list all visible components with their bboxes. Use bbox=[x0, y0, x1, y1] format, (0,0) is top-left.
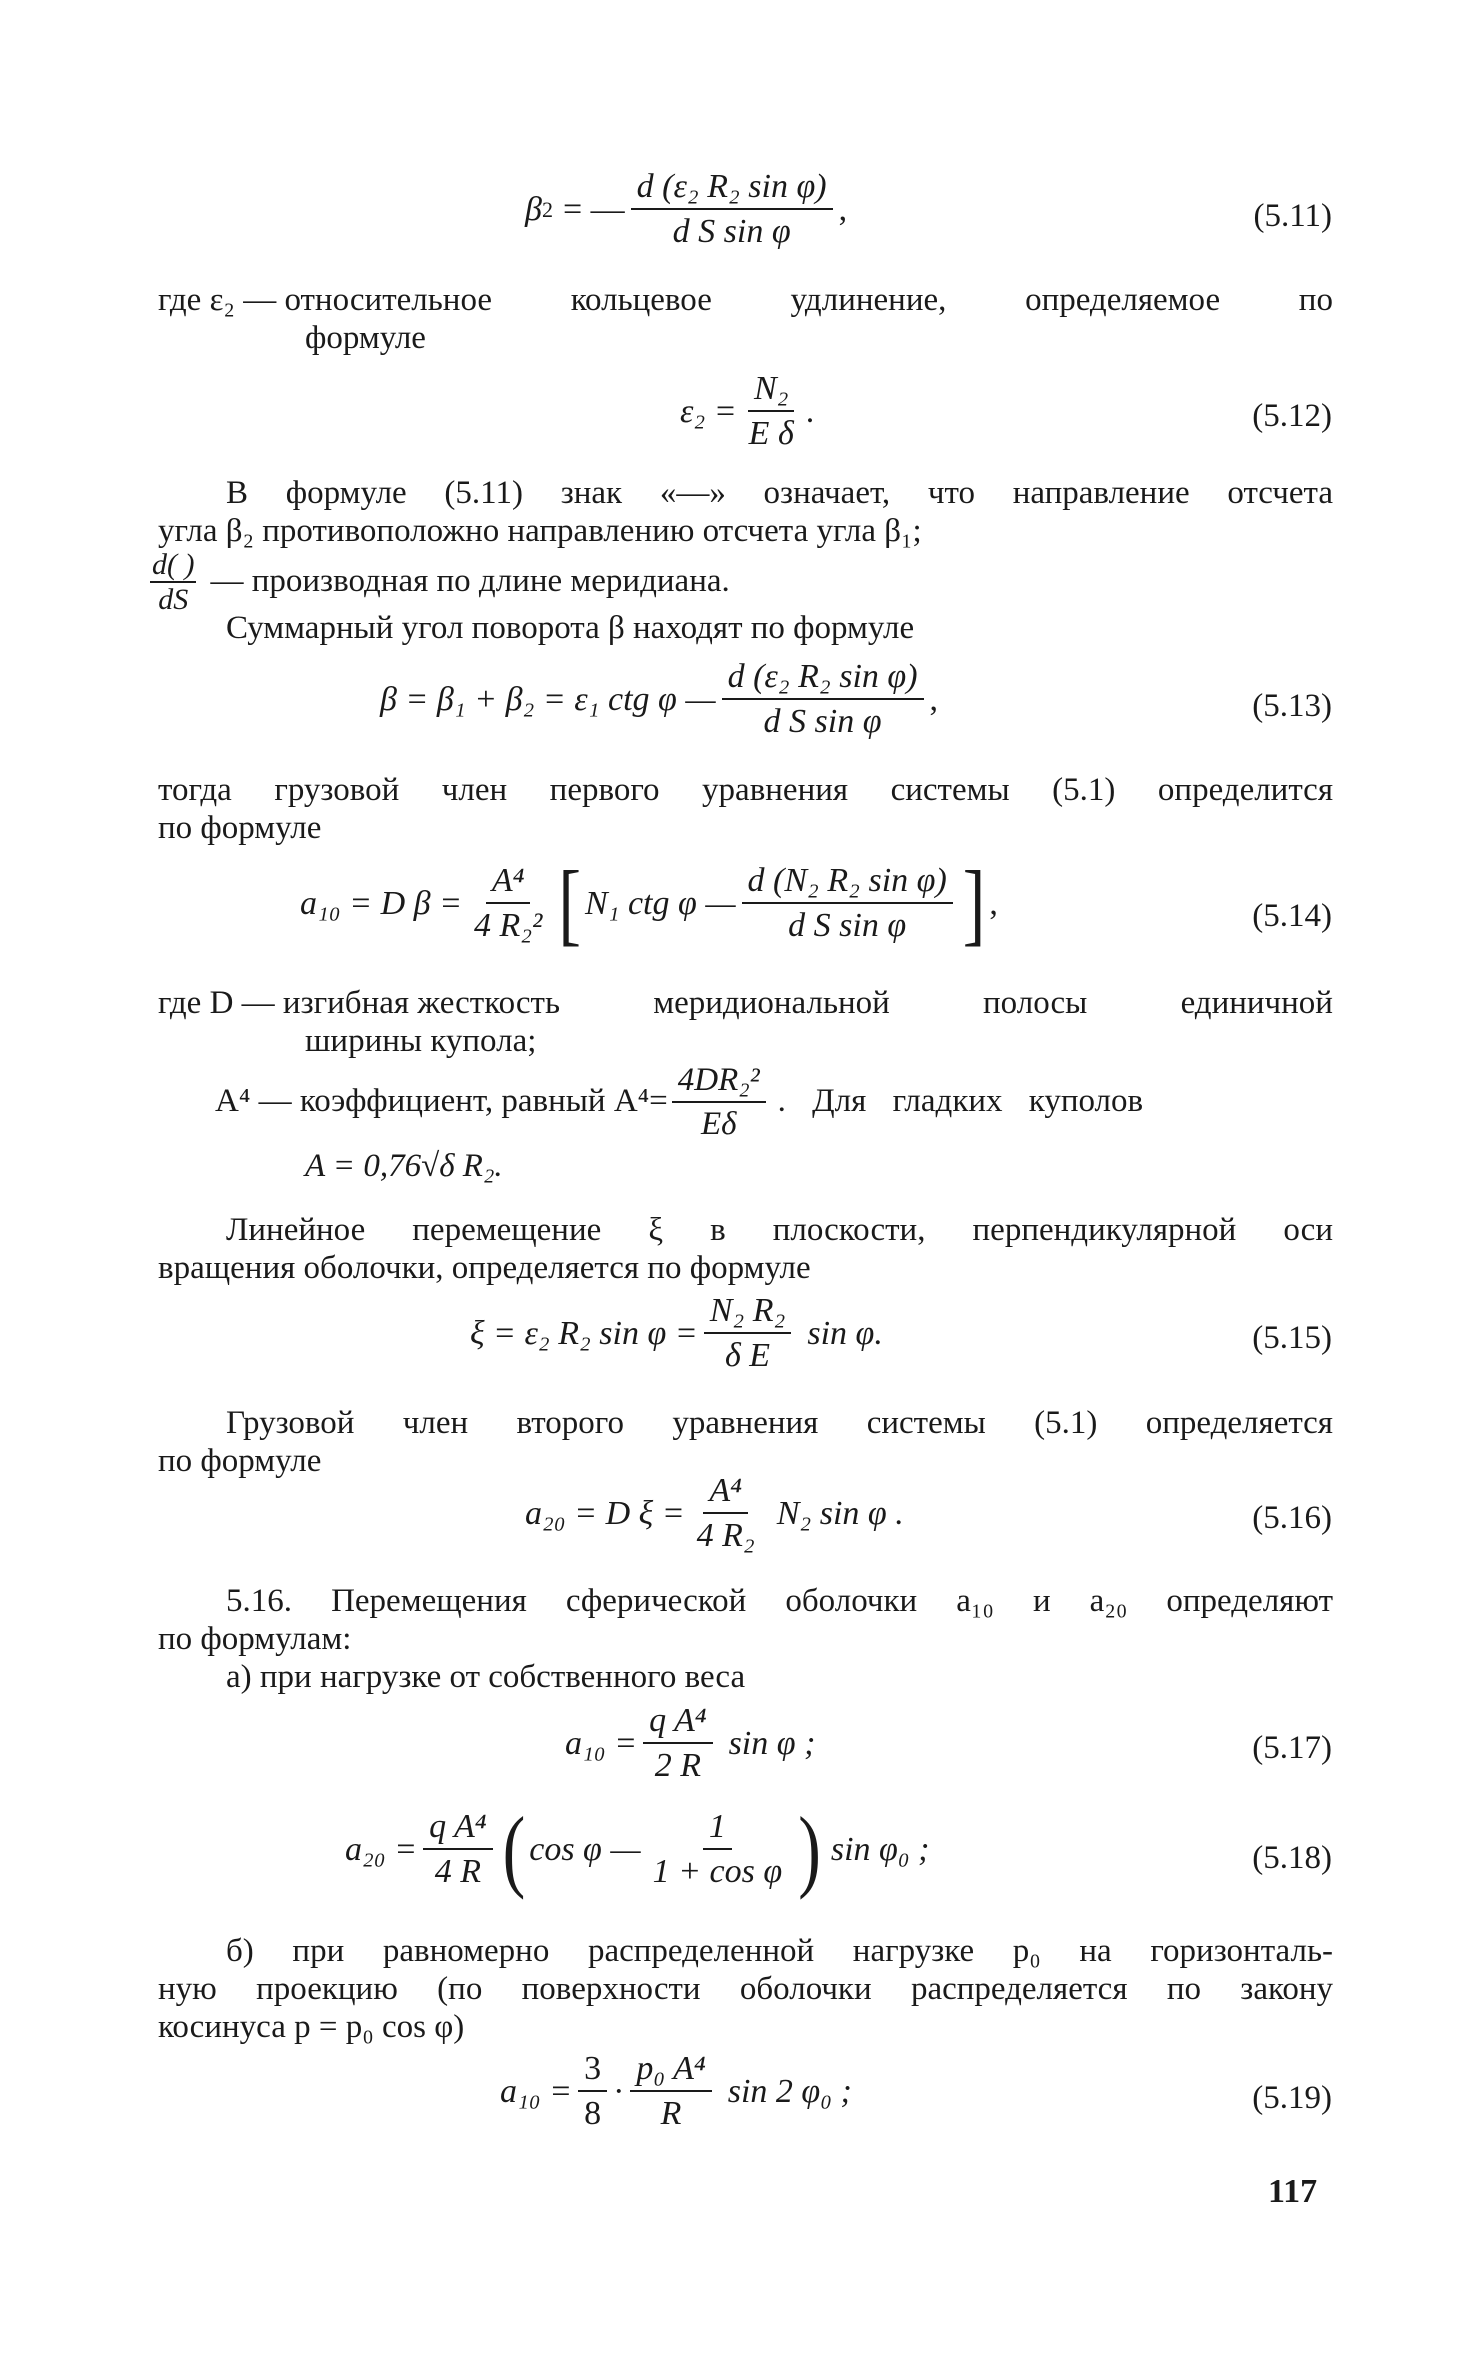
fraction-denominator: d S sin φ bbox=[788, 907, 907, 945]
eq-tail: , bbox=[989, 884, 998, 922]
fraction bbox=[647, 1808, 789, 1891]
fraction bbox=[631, 168, 833, 251]
fraction bbox=[743, 370, 800, 453]
paragraph-line: В формуле (5.11) знак «—» означает, что направление отсчета bbox=[226, 475, 1333, 511]
eq-tail: . bbox=[805, 392, 815, 430]
eq-lhs: a₁₀ = D β = bbox=[300, 884, 463, 922]
equation-5-19 bbox=[500, 2050, 852, 2133]
equation-5-12 bbox=[680, 370, 814, 453]
text-span: единичной bbox=[1180, 985, 1333, 1021]
fraction-denominator: Eδ bbox=[700, 1106, 737, 1143]
fraction bbox=[722, 658, 924, 741]
equation-number: (5.18) bbox=[1252, 1840, 1332, 1876]
text-span: A⁴ — коэффициент, равный A⁴= bbox=[215, 1083, 668, 1120]
section-5-16-heading: 5.16. Перемещения сферической оболочки a₁₀ и a₂₀ определяют bbox=[226, 1583, 1333, 1619]
equation-5-15 bbox=[470, 1292, 883, 1375]
fraction-numerator: N₂ bbox=[748, 370, 795, 412]
paragraph-line: по формулам: bbox=[158, 1621, 352, 1657]
fraction bbox=[578, 2050, 607, 2133]
eq-tail: sin φ ; bbox=[728, 1724, 816, 1762]
fraction bbox=[742, 862, 953, 945]
derivative-operator bbox=[150, 548, 196, 616]
equation-number: (5.11) bbox=[1253, 198, 1332, 234]
text-span: кольцевое bbox=[570, 282, 712, 318]
eq-inner: N₁ ctg φ — bbox=[584, 884, 736, 922]
eq-lhs: ε₂ = bbox=[680, 392, 737, 430]
list-item-b: б) при равномерно распределенной нагрузке p₀ на горизонталь- bbox=[226, 1933, 1333, 1969]
equation-5-13 bbox=[380, 658, 938, 741]
definition-D bbox=[158, 985, 1333, 1023]
fraction bbox=[423, 1808, 492, 1891]
fraction-denominator: R bbox=[660, 2095, 682, 2133]
definition-A4 bbox=[215, 1062, 1143, 1143]
equation-number: (5.17) bbox=[1252, 1730, 1332, 1766]
eq-lhs: β = β₁ + β₂ = ε₁ ctg φ — bbox=[380, 680, 716, 718]
fraction-denominator: 4 R bbox=[434, 1853, 481, 1891]
fraction-denominator: 8 bbox=[584, 2095, 602, 2133]
paragraph-line: косинуса p = p₀ cos φ) bbox=[158, 2009, 465, 2045]
equation-number: (5.14) bbox=[1252, 898, 1332, 934]
bracket-open: [ bbox=[558, 852, 581, 955]
eq-tail: sin 2 φ₀ ; bbox=[727, 2072, 852, 2110]
paragraph-line: угла β₂ противоположно направлению отсчета угла β₁; bbox=[158, 513, 922, 549]
paragraph-line: ную проекцию (по поверхности оболочки распределяется по закону bbox=[158, 1971, 1333, 2007]
eq-tail: , bbox=[929, 680, 939, 718]
paren-close: ) bbox=[798, 1798, 821, 1901]
fraction-numerator: 4DR₂² bbox=[672, 1062, 766, 1103]
equation-number: (5.19) bbox=[1252, 2080, 1332, 2116]
bracket-close: ] bbox=[962, 852, 986, 955]
eq-lhs: a₁₀ = bbox=[565, 1724, 638, 1762]
equation-5-16 bbox=[525, 1472, 904, 1555]
eq-tail: sin φ. bbox=[807, 1314, 883, 1352]
text-span: где D — изгибная жесткость bbox=[158, 985, 561, 1021]
text-line: формуле bbox=[305, 320, 426, 356]
equation-number: (5.15) bbox=[1252, 1320, 1332, 1356]
fraction bbox=[691, 1472, 761, 1555]
fraction-numerator: d (N₂ R₂ sin φ) bbox=[742, 862, 953, 904]
text-span: — производная по длине меридиана. bbox=[210, 563, 730, 600]
equation-5-17 bbox=[565, 1702, 815, 1785]
text-span: по bbox=[1298, 282, 1333, 318]
fraction bbox=[704, 1292, 792, 1375]
paragraph-line: по формуле bbox=[158, 810, 322, 846]
eq-relation: = — bbox=[562, 190, 625, 228]
page-number: 117 bbox=[1268, 2173, 1318, 2210]
eq-lhs: a₂₀ = bbox=[345, 1830, 418, 1868]
text-span: определяемое bbox=[1025, 282, 1221, 318]
equation-5-18 bbox=[345, 1798, 930, 1901]
fraction-denominator: E δ bbox=[748, 415, 794, 453]
fraction-numerator: N₂ R₂ bbox=[704, 1292, 792, 1334]
text-line: ширины купола; bbox=[305, 1023, 537, 1059]
paragraph-line: Линейное перемещение ξ в плоскости, перпендикулярной оси bbox=[226, 1212, 1333, 1248]
eq-tail: , bbox=[838, 190, 848, 228]
multiply-dot: · bbox=[613, 2072, 625, 2110]
equation-5-14 bbox=[300, 852, 998, 955]
fraction bbox=[672, 1062, 766, 1143]
text-span: . Для гладких куполов bbox=[777, 1083, 1144, 1120]
eq-lhs: ξ = ε₂ R₂ sin φ = bbox=[470, 1314, 698, 1352]
fraction-numerator: q A⁴ bbox=[643, 1702, 712, 1744]
equation-5-11: β 2 = — $\frac{\text{d (ε₂ R₂ sin φ)}}{\text{d S sin φ}}$ , bbox=[525, 168, 848, 251]
fraction-numerator: 1 bbox=[703, 1808, 732, 1850]
fraction bbox=[468, 862, 548, 945]
equation-number: (5.13) bbox=[1252, 688, 1332, 724]
formula-line: A = 0,76√δ R₂. bbox=[305, 1148, 503, 1184]
paragraph-line: Суммарный угол поворота β находят по формуле bbox=[226, 610, 915, 646]
fraction-numerator: p₀ A⁴ bbox=[630, 2050, 711, 2092]
fraction-denominator: 1 + cos φ bbox=[652, 1853, 783, 1891]
equation-number: (5.12) bbox=[1252, 398, 1332, 434]
eq-tail: sin φ₀ ; bbox=[830, 1830, 930, 1868]
eq-lhs: a₂₀ = D ξ = bbox=[525, 1494, 685, 1532]
fraction-denominator: d S sin φ bbox=[763, 703, 882, 741]
fraction bbox=[643, 1702, 712, 1785]
eq-lhs: β bbox=[525, 190, 542, 228]
fraction-numerator: A⁴ bbox=[486, 862, 531, 904]
eq-tail: N₂ sin φ . bbox=[776, 1494, 904, 1532]
eq-inner: cos φ — bbox=[529, 1830, 641, 1868]
paren-open: ( bbox=[502, 1798, 526, 1901]
fraction-numerator: d (ε₂ R₂ sin φ) bbox=[631, 168, 833, 210]
definition-eps2 bbox=[158, 282, 1333, 320]
equation-number: (5.16) bbox=[1252, 1500, 1332, 1536]
fraction-denominator: 2 R bbox=[654, 1747, 701, 1785]
text-span: удлинение, bbox=[790, 282, 947, 318]
fraction-denominator: δ E bbox=[725, 1337, 771, 1375]
paragraph-line: по формуле bbox=[158, 1443, 322, 1479]
derivative-note bbox=[150, 548, 730, 616]
eq-lhs: a₁₀ = bbox=[500, 2072, 573, 2110]
fraction-numerator: q A⁴ bbox=[423, 1808, 492, 1850]
fraction-denominator: dS bbox=[158, 583, 189, 616]
paragraph-line: Грузовой член второго уравнения системы (5.1) определяется bbox=[226, 1405, 1333, 1441]
fraction-denominator: 4 R₂ bbox=[696, 1517, 755, 1555]
paragraph-line: тогда грузовой член первого уравнения системы (5.1) определится bbox=[158, 772, 1333, 808]
fraction-numerator: 3 bbox=[578, 2050, 607, 2092]
fraction-numerator: d( ) bbox=[152, 548, 195, 581]
fraction-denominator: 4 R₂² bbox=[474, 907, 543, 945]
text-span: меридиональной bbox=[653, 985, 890, 1021]
list-item-a: а) при нагрузке от собственного веса bbox=[226, 1659, 746, 1695]
fraction-numerator: A⁴ bbox=[703, 1472, 748, 1514]
paragraph-line: вращения оболочки, определяется по формуле bbox=[158, 1250, 811, 1286]
fraction-denominator: d S sin φ bbox=[672, 213, 791, 251]
fraction bbox=[630, 2050, 711, 2133]
text-span: где ε₂ — относительное bbox=[158, 282, 493, 318]
text-span: полосы bbox=[983, 985, 1088, 1021]
fraction-numerator: d (ε₂ R₂ sin φ) bbox=[722, 658, 924, 700]
